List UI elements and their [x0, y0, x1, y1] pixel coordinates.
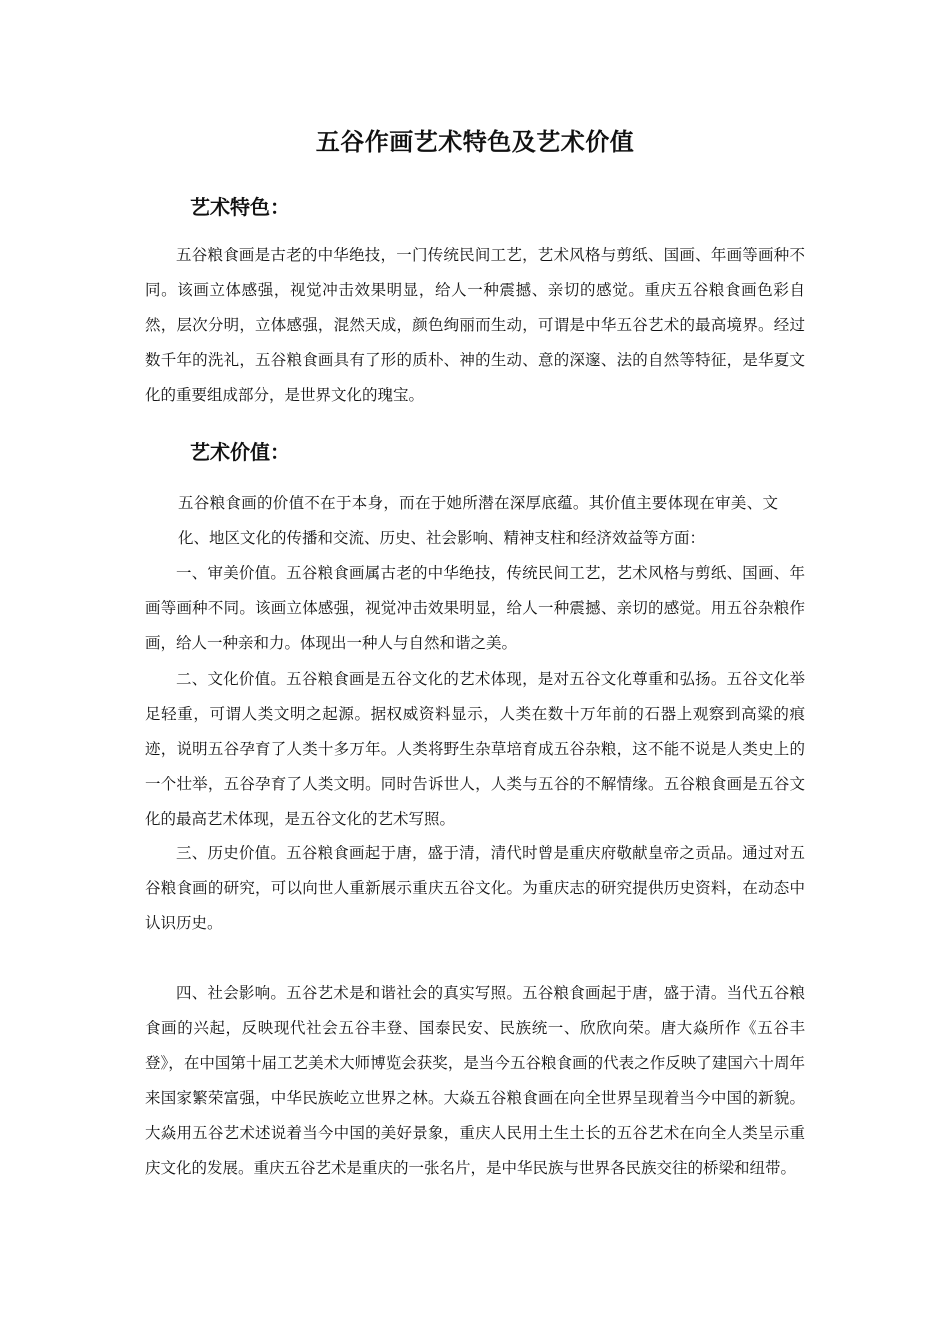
paragraph-aesthetic-value: 一、审美价值。五谷粮食画属古老的中华绝技，传统民间工艺，艺术风格与剪纸、国画、年画等画种不同。该画立体感强，视觉冲击效果明显，给人一种震撼、亲切的感觉。用五谷杂粮作画，给人一种亲和力。体现出一种人与自然和谐之美。: [145, 564, 805, 652]
paragraph-value-intro: 五谷粮食画的价值不在于本身，而在于她所潜在深厚底蕴。其价值主要体现在审美、文化、地区文化的传播和交流、历史、社会影响、精神支柱和经济效益等方面：: [178, 494, 778, 547]
paragraph-art-features: 五谷粮食画是古老的中华绝技，一门传统民间工艺，艺术风格与剪纸、国画、年画等画种不同。该画立体感强，视觉冲击效果明显，给人一种震撼、亲切的感觉。重庆五谷粮食画色彩自然，层次分明，立体感强，混然天成，颜色绚丽而生动，可谓是中华五谷艺术的最高境界。经过数千年的洗礼，五谷粮食画具有了形的质朴、神的生动、意的深邃、法的自然等特征，是华夏文化的重要组成部分，是世界文化的瑰宝。: [145, 246, 805, 404]
section-heading-art-value: 艺术价值：: [190, 440, 290, 464]
section-heading-art-features: 艺术特色：: [190, 195, 290, 219]
paragraph-social-impact: 四、社会影响。五谷艺术是和谐社会的真实写照。五谷粮食画起于唐，盛于清。当代五谷粮食画的兴起，反映现代社会五谷丰登、国泰民安、民族统一、欣欣向荣。唐大焱所作《五谷丰登》，在中国第十届工艺美术大师博览会获奖，是当今五谷粮食画的代表之作反映了建国六十周年来国家繁荣富强，中华民族屹立世界之林。大焱五谷粮食画在向全世界呈现着当今中国的新貌。大焱用五谷艺术述说着当今中国的美好景象，重庆人民用土生土长的五谷艺术在向全人类呈示重庆文化的发展。重庆五谷艺术是重庆的一张名片，是中华民族与世界各民族交往的桥梁和纽带。: [145, 984, 805, 1177]
paragraph-cultural-value: 二、文化价值。五谷粮食画是五谷文化的艺术体现，是对五谷文化尊重和弘扬。五谷文化举足轻重，可谓人类文明之起源。据权威资料显示，人类在数十万年前的石器上观察到高粱的痕迹，说明五谷孕育了人类十多万年。人类将野生杂草培育成五谷杂粮，这不能不说是人类史上的一个壮举，五谷孕育了人类文明。同时告诉世人，人类与五谷的不解情缘。五谷粮食画是五谷文化的最高艺术体现，是五谷文化的艺术写照。: [145, 670, 805, 828]
page-title: 五谷作画艺术特色及艺术价值: [315, 127, 635, 156]
paragraph-historical-value: 三、历史价值。五谷粮食画起于唐，盛于清，清代时曾是重庆府敬献皇帝之贡品。通过对五谷粮食画的研究，可以向世人重新展示重庆五谷文化。为重庆志的研究提供历史资料，在动态中认识历史。: [145, 844, 805, 932]
